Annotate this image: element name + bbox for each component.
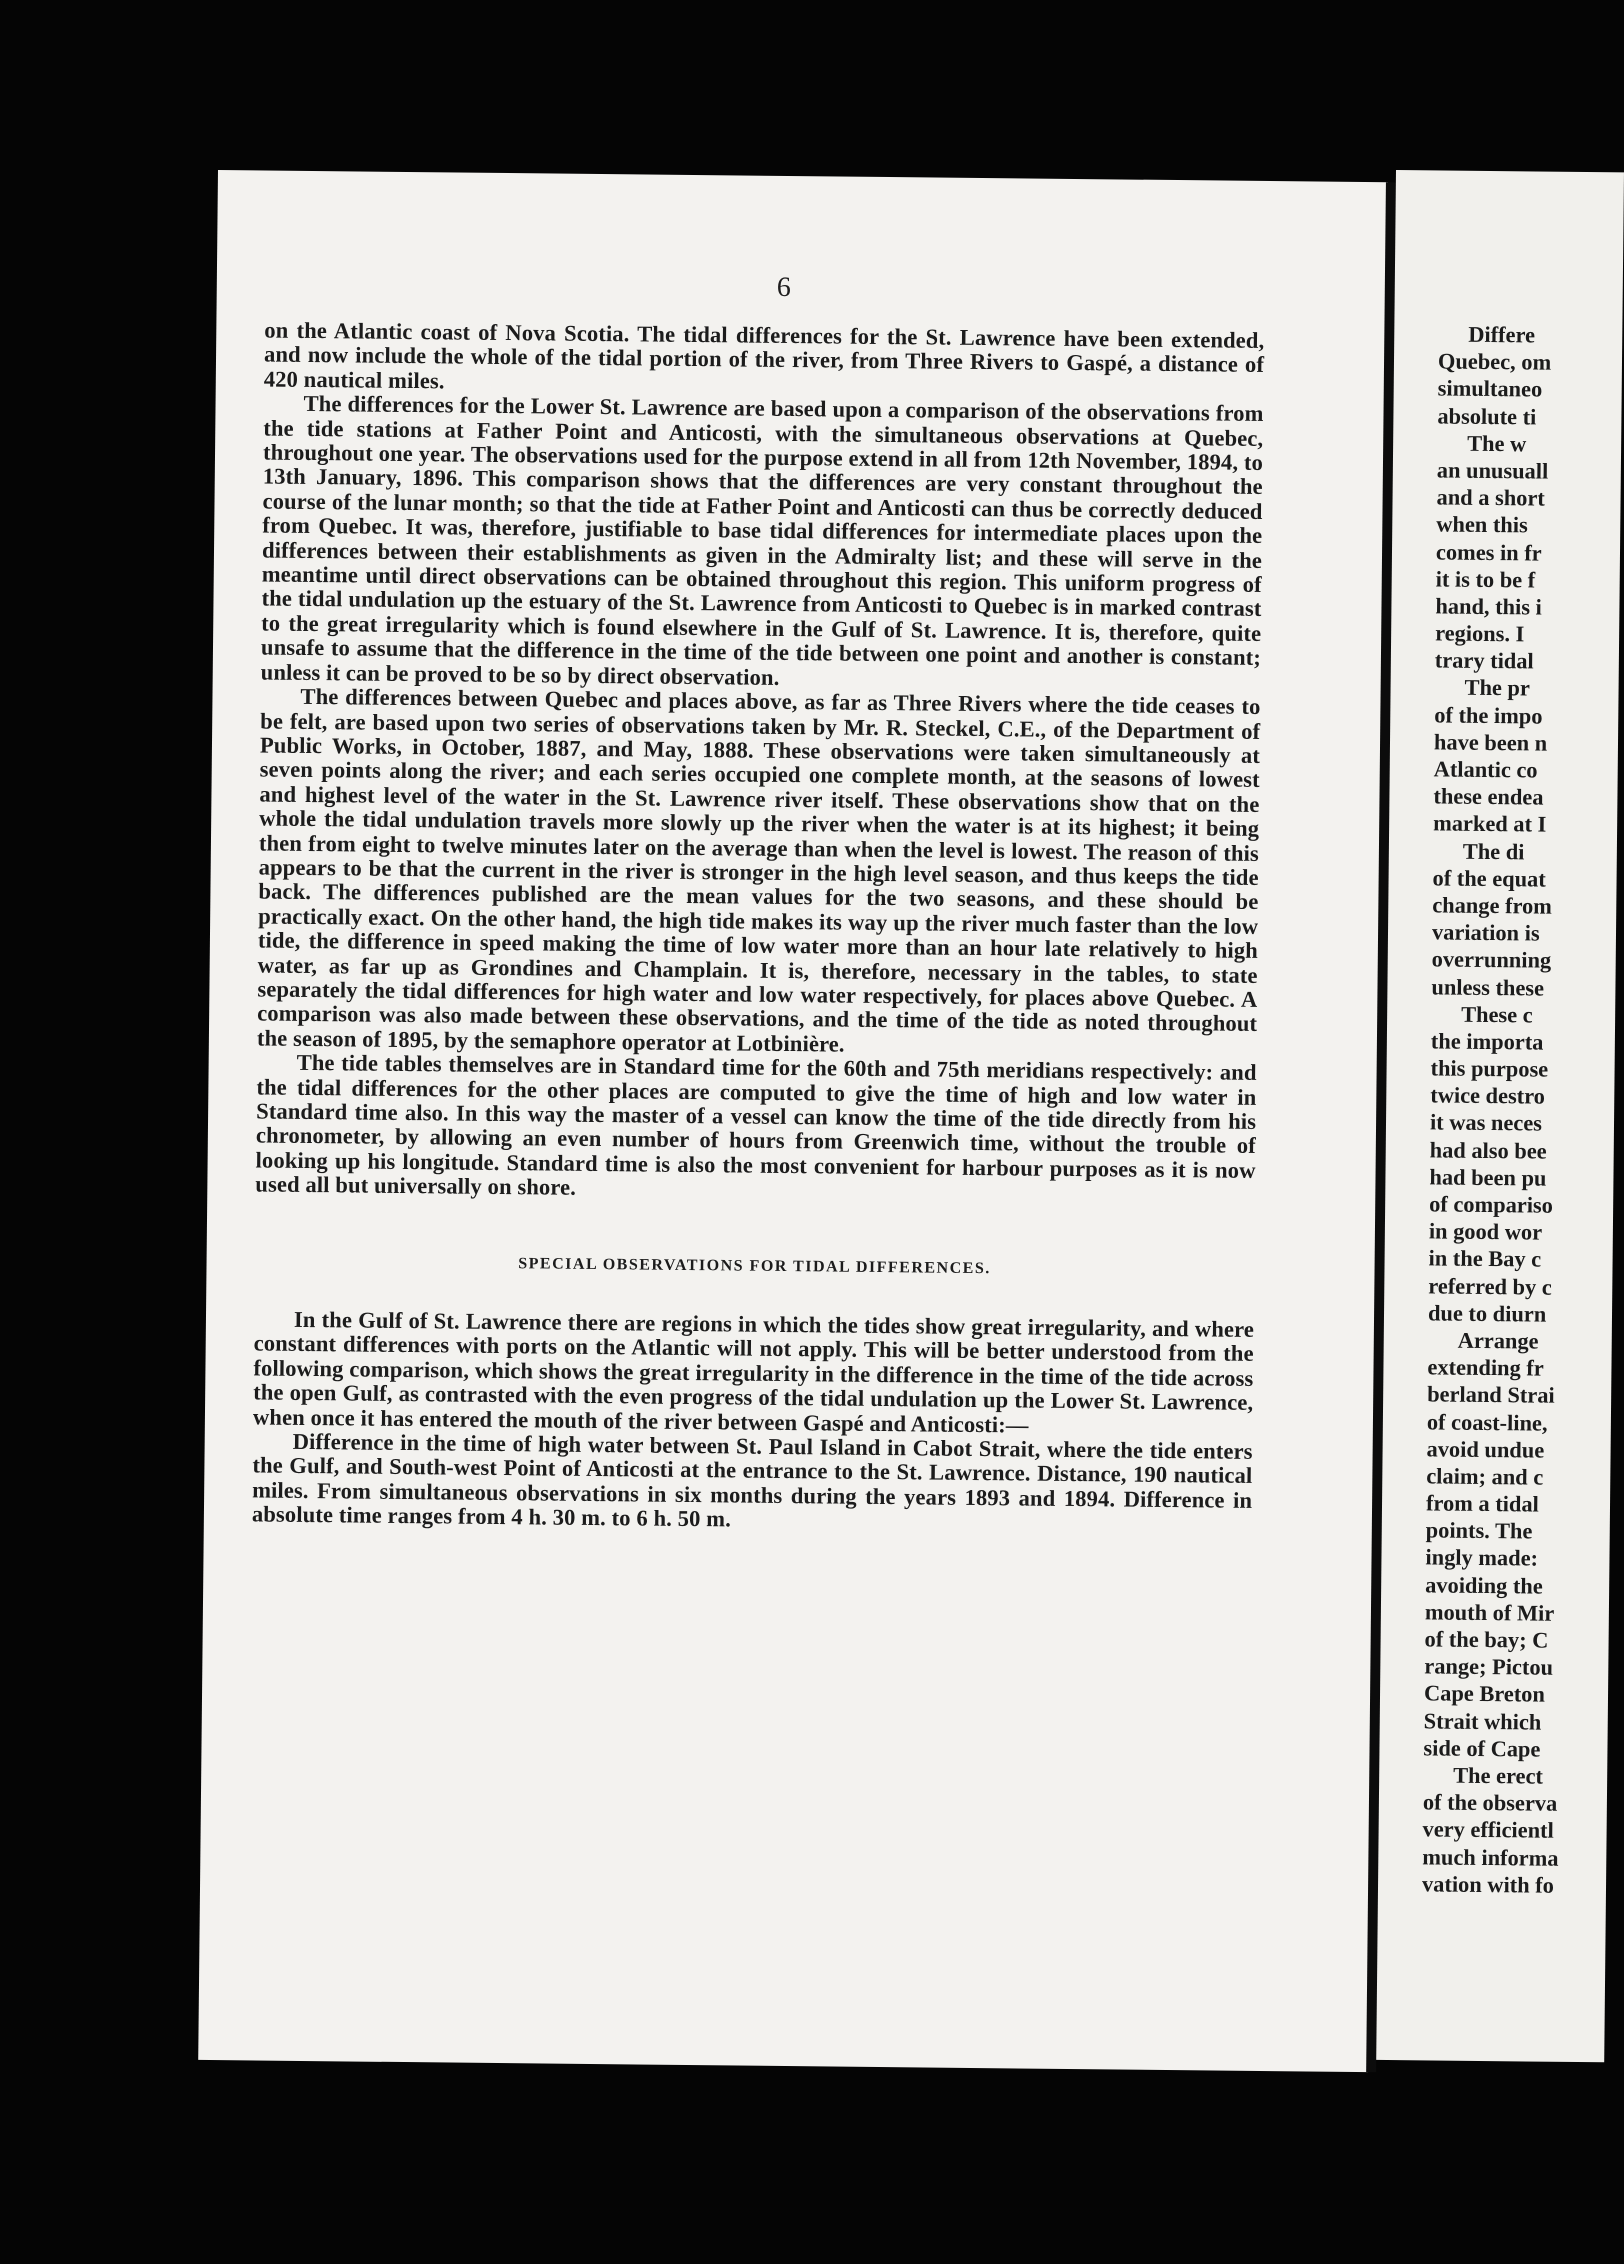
right-page-line: Arrange <box>1457 1327 1539 1354</box>
right-page-line: this purpose <box>1430 1055 1549 1082</box>
right-page-line: these endea <box>1433 783 1544 810</box>
right-page-line: The w <box>1467 430 1527 457</box>
right-page-column <box>1422 320 1575 1898</box>
right-page-line: change from <box>1432 892 1553 919</box>
right-page-line: absolute ti <box>1437 403 1537 430</box>
right-page-line: Atlantic co <box>1433 756 1538 783</box>
right-page-line: mouth of Mir <box>1424 1599 1555 1626</box>
right-page-line: The pr <box>1464 675 1531 701</box>
right-page-line: ingly made: <box>1425 1544 1539 1572</box>
right-page-line: in good wor <box>1428 1218 1543 1245</box>
right-page-line: the importa <box>1430 1028 1544 1055</box>
right-page-line: trary tidal <box>1434 647 1534 674</box>
right-page-line: extending fr <box>1427 1354 1544 1381</box>
right-page-line: points. The <box>1425 1517 1533 1544</box>
right-page-line: Quebec, om <box>1437 348 1552 375</box>
right-page-line: marked at I <box>1433 810 1547 837</box>
right-page-line: when this <box>1436 511 1528 538</box>
right-page <box>1376 170 1624 2062</box>
main-text <box>252 318 1265 1537</box>
right-page-line: of the bay; C <box>1424 1626 1549 1653</box>
paragraph-3: The tide tables themselves are in Standard time for the 60th and 75th meridians respectively: and the tidal differences for the other places are computed to give the time of high and low water in Standard time also. In this way the master of a vessel can know the time of the tide directly from his chronometer, by allowing an even number of hours from Greenwich time, without the trouble of looking up his longitude. Standard time is also the most convenient for harbour purposes as it is now used all but universally on shore. <box>255 1050 1257 1201</box>
right-page-line: have been n <box>1433 729 1548 756</box>
right-page-line: vation with fo <box>1421 1871 1555 1898</box>
right-page-line: twice destro <box>1430 1082 1546 1109</box>
right-page-line: These c <box>1461 1001 1533 1028</box>
right-page-line: simultaneo <box>1437 375 1543 402</box>
paragraph-0: on the Atlantic coast of Nova Scotia. The tidal differences for the St. Lawrence have been extended, and now include the whole of the tidal portion of the river, from Three Rivers to Gaspé, a distance of 420 nautical miles. <box>263 317 1265 394</box>
right-page-line: The di <box>1462 838 1525 864</box>
right-page-line: avoid undue <box>1426 1436 1545 1463</box>
right-page-line: an unusuall <box>1436 457 1549 484</box>
right-page-line: in the Bay c <box>1428 1245 1542 1272</box>
right-page-line: Strait which <box>1423 1707 1542 1735</box>
right-page-line: of coast-line, <box>1426 1408 1548 1436</box>
left-page <box>198 170 1388 2072</box>
right-page-line: variation is <box>1431 919 1540 946</box>
right-page-line: very efficientl <box>1422 1816 1554 1844</box>
right-page-line: from a tidal <box>1425 1490 1539 1517</box>
right-page-line: of the equat <box>1432 865 1546 892</box>
right-page-line: it was neces <box>1429 1109 1543 1137</box>
right-page-line: of the observa <box>1422 1789 1558 1816</box>
paragraph-1: The differences for the Lower St. Lawrence are based upon a comparison of the observations from the tide stations at Father Point and Anticosti, with the simultaneous observations at Quebec, throughout one year. The observations used for the purpose extend in all from 12th November, 1894, to 13th January, 1896. This comparison shows that the differences are very constant throughout the course of the lunar month; so that the tide at Father Point and Anticosti can thus be correctly deduced from Quebec. It was, therefore, justifiable to base tidal differences for intermediate places upon the differences between their establishments as given in the Admiralty list; and these will serve in the meantime until direct observations can be obtained throughout this region. This uniform progress of the tidal undulation up the estuary of the St. Lawrence from Anticosti to Quebec is in marked contrast to the great irregularity which is found elsewhere in the Gulf of St. Lawrence. It is, therefore, quite unsafe to assume that the difference in the time of the tide between one point and another is constant; unless it can be proved to be so by direct observation. <box>260 391 1264 690</box>
paragraph-4: In the Gulf of St. Lawrence there are regions in which the tides show great irregularity, and where constant differences with ports on the Atlantic will not apply. This will be better understood from the following comparison, which shows the great irregularity in the difference in the time of the tide across the open Gulf, as contrasted with the even progress of the tidal undulation up the Lower St. Lawrence, when once it has entered the mouth of the river between Gaspé and Anticosti:— <box>252 1306 1255 1438</box>
right-page-line: and a short <box>1436 484 1545 511</box>
right-page-line: unless these <box>1431 973 1545 1001</box>
right-page-line: avoiding the <box>1425 1572 1543 1599</box>
right-page-line: range; Pictou <box>1424 1653 1554 1680</box>
paragraph-5: Difference in the time of high water between St. Paul Island in Cabot Strait, where the tide enters the Gulf, and South-west Point of Anticosti at the entrance to the St. Lawrence. Distance, 190 nautical miles. From simultaneous observations in six months during the years 1893 and 1894. Difference in absolute time ranges from 4 h. 30 m. to 6 h. 50 m. <box>251 1428 1253 1532</box>
right-page-line: regions. I <box>1435 620 1525 647</box>
right-page-line: much informa <box>1422 1843 1559 1871</box>
right-page-line: Cape Breton <box>1423 1680 1546 1708</box>
paragraph-2: The differences between Quebec and places above, as far as Three Rivers where the tide ceases to be felt, are based upon two series of observations taken by Mr. R. Steckel, C.E., of the Department of Public Works, in October, 1887, and May, 1888. These observations were taken simultaneously at seven points along the river; and each series occupied one complete month, at the seasons of lowest and highest level of the water in the St. Lawrence river itself. These observations show that on the whole the tidal undulation travels more slowly up the river when the water is at its highest; it being then from eight to twelve minutes later on the average than when the level is lowest. The reason of this appears to be that the current in the river is stronger in the high level season, and thus keeps the tide back. The differences published are the mean values for the two seasons, and these should be practically exact. On the other hand, the high tide makes its way up the river much faster than the low tide, the difference in speed making the time of low water more than an hour late relatively to high water, as far up as Grondines and Champlain. It is, therefore, necessary in the tables, to state separately the tidal differences for high water and low water respectively, for places above Quebec. A comparison was also made between these observations, and the time of the tide as noted throughout the season of 1895, by the semaphore operator at Lotbinière. <box>256 683 1261 1057</box>
right-page-line: overrunning <box>1431 946 1552 973</box>
right-page-line: had also bee <box>1429 1137 1547 1164</box>
right-page-line: comes in fr <box>1435 538 1542 566</box>
right-page-line: The erect <box>1453 1762 1544 1789</box>
right-page-line: due to diurn <box>1427 1300 1547 1327</box>
right-page-line: had been pu <box>1429 1164 1547 1191</box>
right-page-line: berland Strai <box>1427 1381 1555 1409</box>
right-page-line: claim; and c <box>1426 1463 1544 1490</box>
right-page-line: it is to be f <box>1435 566 1536 593</box>
right-page-line: of the impo <box>1434 702 1543 729</box>
right-page-line: Differe <box>1468 321 1536 348</box>
right-page-line: side of Cape <box>1423 1735 1541 1762</box>
right-page-line: of compariso <box>1429 1191 1554 1218</box>
right-page-line: hand, this i <box>1435 593 1542 620</box>
section-heading: SPECIAL OBSERVATIONS FOR TIDAL DIFFERENCES. <box>518 1254 991 1277</box>
page-number: 6 <box>776 271 791 304</box>
right-page-line: referred by c <box>1428 1272 1552 1300</box>
